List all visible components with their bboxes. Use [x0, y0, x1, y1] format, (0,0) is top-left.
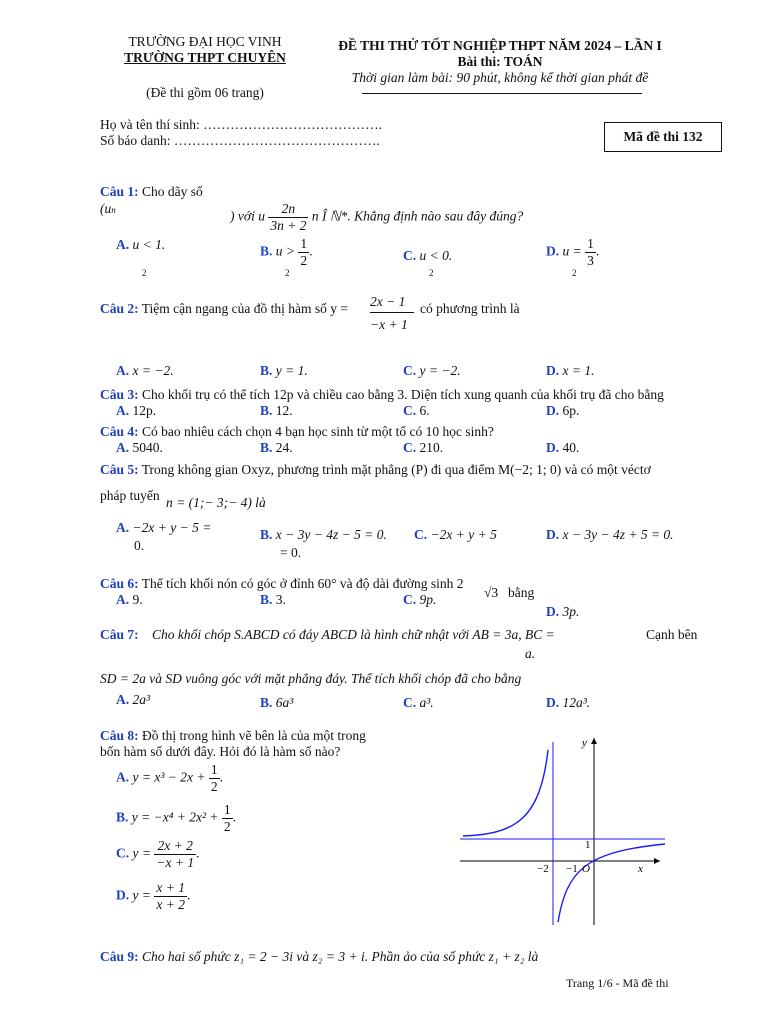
university-name: TRƯỜNG ĐẠI HỌC VINH: [128, 34, 282, 49]
q8-a-den: 2: [210, 779, 218, 794]
q7-label: Câu 7:: [100, 627, 139, 642]
q3-label: Câu 3:: [100, 387, 139, 402]
q5-a-text: −2x + y − 5 =: [132, 520, 212, 535]
q1-d-label: D.: [546, 243, 560, 259]
q8-option-c[interactable]: C. y = $\frac{2x + 2}{-x + 1}$ .: [116, 838, 200, 870]
q1-b-text: u >: [275, 243, 296, 259]
q8-a-label: A.: [116, 769, 130, 785]
q1-b-label: B.: [260, 243, 273, 259]
q8-a-text: y = x³ − 2x +: [132, 769, 206, 785]
q2-b-label: B.: [260, 363, 273, 378]
q1-b-den: 2: [300, 253, 308, 268]
q4-c-label: C.: [403, 440, 417, 455]
q9-text: Cho hai số phức z₁ = 2 − 3i và z₂ = 3 + i. Phần ảo của số phức z₁ + z₂ là: [142, 949, 539, 964]
q8-option-b[interactable]: B. y = −x⁴ + 2x² + $\frac{1}{2}$ .: [116, 802, 237, 834]
q5-d-text: x − 3y − 4z + 5 = 0.: [562, 527, 674, 542]
q4-label: Câu 4:: [100, 424, 139, 439]
q1-text-c: ) với u: [230, 208, 265, 224]
candidate-name-line: Họ và tên thí sinh: ………………………………….: [100, 117, 382, 132]
q7-a-text: 2a³: [132, 692, 151, 707]
q6-a-text: 9.: [132, 592, 143, 607]
q8-d-text: y =: [132, 887, 151, 903]
q8-c-text: y =: [132, 845, 151, 861]
q3-d-text: 6p.: [562, 403, 580, 418]
q2-a-label: A.: [116, 363, 130, 378]
q8-y-arrow: [591, 738, 597, 744]
q4-d-label: D.: [546, 440, 560, 455]
q3-option-d[interactable]: [546, 403, 579, 419]
q5-option-b[interactable]: [260, 527, 387, 543]
q7-tail: Cạnh bên: [646, 627, 698, 642]
q2-d-text: x = 1.: [562, 363, 595, 378]
q6-sqrt: √3: [484, 585, 499, 600]
page-footer: Trang 1/6 - Mã đề thi: [566, 976, 669, 990]
q2-fraction: [370, 294, 414, 333]
q7-c-label: C.: [403, 695, 417, 710]
exam-subject: Bài thi: TOÁN: [457, 54, 543, 69]
q1-sub-n: n: [111, 205, 116, 215]
q1-option-a[interactable]: [116, 237, 165, 253]
q8-b-num: 1: [223, 802, 231, 817]
q1-fraction: [268, 201, 308, 234]
q7-b-text: 6a³: [275, 695, 294, 710]
q8-b-label: B.: [116, 809, 129, 825]
q3-b-label: B.: [260, 403, 273, 418]
q8-tick-neg2: −2: [537, 863, 549, 875]
q7-text-a: a.: [525, 646, 536, 661]
q3-line: [100, 387, 664, 403]
q5-option-d[interactable]: [546, 527, 674, 543]
q1-d-text: u =: [562, 243, 582, 259]
q2-option-b[interactable]: [260, 363, 308, 379]
q1-line2: [230, 201, 523, 234]
q1-d-num: 1: [587, 236, 594, 251]
q3-d-label: D.: [546, 403, 560, 418]
q5-c-label: C.: [414, 527, 428, 542]
q3-c-text: 6.: [419, 403, 430, 418]
q1-b-frac: [298, 236, 309, 269]
q8-d-num: x + 1: [156, 880, 185, 895]
q2-option-d[interactable]: [546, 363, 594, 379]
q1-a-sub: 2: [142, 268, 147, 278]
q6-b-label: B.: [260, 592, 273, 607]
q2-line: [100, 301, 348, 317]
q5-b-label: B.: [260, 527, 273, 542]
q1-line1: [100, 184, 203, 200]
q8-b-text: y = −x⁴ + 2x² +: [131, 809, 219, 825]
q8-line1: [100, 728, 366, 744]
q7-option-a[interactable]: [116, 692, 150, 708]
q7-line1: [100, 627, 555, 643]
q2-den: −x + 1: [370, 317, 408, 332]
q6-c-text: 9p.: [419, 592, 437, 607]
q4-option-b[interactable]: [260, 440, 293, 456]
q6-d-text: 3p.: [562, 604, 580, 619]
q7-c-text: a³.: [419, 695, 434, 710]
q4-b-label: B.: [260, 440, 273, 455]
q2-d-label: D.: [546, 363, 560, 378]
q2-option-c[interactable]: [403, 363, 461, 379]
q1-c-sub: 2: [429, 268, 434, 278]
q8-tick-neg1: −1: [566, 863, 578, 875]
q2-num: 2x − 1: [370, 294, 414, 313]
q4-d-text: 40.: [562, 440, 580, 455]
q6-option-c[interactable]: [403, 592, 436, 608]
q4-line: [100, 424, 494, 440]
q1-option-d[interactable]: D. u = $\frac{1}{3}$ .: [546, 236, 600, 268]
q4-option-c[interactable]: [403, 440, 443, 456]
exam-time-note: Thời gian làm bài: 90 phút, không kể thời gian phát đề: [351, 70, 649, 85]
q2-option-a[interactable]: [116, 363, 174, 379]
q1-c-text: u < 0.: [419, 248, 453, 263]
q8-curve-left: [463, 750, 548, 836]
q8-x-label: x: [638, 863, 643, 875]
q8-origin-label: O: [582, 863, 590, 875]
q5-label: Câu 5:: [100, 462, 139, 477]
q8-d-label: D.: [116, 887, 130, 903]
q8-curve-right: [558, 844, 665, 922]
q1-option-b[interactable]: B. u > $\frac{1}{2}$ .: [260, 236, 313, 268]
q5-option-c[interactable]: [414, 527, 497, 543]
q5-a-text2: 0.: [134, 538, 145, 553]
q5-b-text: x − 3y − 4z − 5 = 0.: [275, 527, 387, 542]
q5-line2: pháp tuyến: [100, 488, 160, 503]
q1-a-label: A.: [116, 237, 130, 252]
q2-label: Câu 2:: [100, 301, 139, 316]
q5-a-label: A.: [116, 520, 130, 535]
exam-code-box: Mã đề thi 132: [604, 122, 722, 152]
q1-d-den: 3: [587, 253, 594, 268]
q1-b-num: 1: [300, 236, 308, 251]
q8-x-arrow: [654, 858, 660, 864]
q7-d-text: 12a³.: [562, 695, 591, 710]
q8-text: Đồ thị trong hình vẽ bên là của một trong: [142, 728, 366, 743]
q1-label: Câu 1:: [100, 184, 139, 199]
q5-d-label: D.: [546, 527, 560, 542]
q8-b-den: 2: [223, 819, 231, 834]
q4-a-text: 5040.: [132, 440, 163, 455]
q2-b-text: y = 1.: [275, 363, 308, 378]
q8-c-den: −x + 1: [156, 855, 195, 870]
q8-d-den: x + 2: [156, 897, 185, 912]
q8-a-num: 1: [210, 762, 218, 777]
q2-a-text: x = −2.: [132, 363, 174, 378]
q5-c-text2: = 0.: [280, 545, 302, 560]
q4-option-a[interactable]: [116, 440, 163, 456]
q6-b-text: 3.: [275, 592, 286, 607]
school-name: [105, 50, 305, 66]
q3-option-a[interactable]: [116, 403, 156, 419]
q6-label: Câu 6:: [100, 576, 139, 591]
q8-c-frac: [154, 838, 196, 871]
q2-c-text: y = −2.: [419, 363, 461, 378]
q1-text-d: n Î ℕ*. Khẳng định nào sau đây đúng?: [311, 208, 524, 224]
school-name-text: TRƯỜNG THPT CHUYÊN: [124, 50, 286, 65]
q6-c-label: C.: [403, 592, 417, 607]
q6-option-b[interactable]: [260, 592, 286, 608]
q4-b-text: 24.: [275, 440, 293, 455]
q7-text: Cho khối chóp S.ABCD có đáy ABCD là hình chữ nhật với AB = 3a, BC =: [152, 627, 555, 642]
q8-y-label: y: [582, 737, 587, 749]
q8-a-frac: [209, 762, 220, 795]
q1-option-c[interactable]: [403, 248, 452, 264]
pages-note: (Đề thi gồm 06 trang): [146, 85, 264, 100]
q7-option-d[interactable]: [546, 695, 590, 711]
q1-frac-den: 3n + 2: [270, 218, 307, 233]
q2-tail: có phương trình là: [420, 301, 520, 316]
q7-line2: SD = 2a và SD vuông góc với mặt phẳng đáy. Thể tích khối chóp đã cho bằng: [100, 671, 522, 686]
q1-seq: [100, 201, 116, 217]
header-divider: [362, 93, 642, 94]
q6-text: Thể tích khối nón có góc ở đỉnh 60° và độ dài đường sinh 2: [141, 576, 464, 591]
q2-c-label: C.: [403, 363, 417, 378]
q4-c-text: 210.: [419, 440, 444, 455]
q8-b-frac: [222, 802, 233, 835]
q1-c-label: C.: [403, 248, 417, 263]
q3-text: Cho khối trụ có thể tích 12p và chiều cao bằng 3. Diện tích xung quanh của khối trụ đã cho bằng: [142, 387, 664, 402]
q8-option-a[interactable]: A. y = x³ − 2x + $\frac{1}{2}$ .: [116, 762, 223, 794]
q6-a-label: A.: [116, 592, 130, 607]
q9-line: [100, 949, 538, 965]
q3-a-text: 12p.: [132, 403, 157, 418]
q3-a-label: A.: [116, 403, 130, 418]
q5-line1: [100, 462, 651, 478]
q1-b-sub: 2: [285, 268, 290, 278]
q8-c-label: C.: [116, 845, 130, 861]
q8-d-frac: [154, 880, 187, 913]
q8-tick-1: 1: [585, 839, 591, 851]
q8-line2: bốn hàm số dưới đây. Hỏi đó là hàm số nào?: [100, 744, 341, 759]
q5-text: Trong không gian Oxyz, phương trình mặt phẳng (P) đi qua điểm M(−2; 1; 0) và có một véctơ: [141, 462, 651, 477]
q7-b-label: B.: [260, 695, 273, 710]
q2-text: Tiệm cận ngang của đồ thị hàm số y =: [141, 301, 348, 316]
q6-line: [100, 576, 463, 592]
q1-a-text: u < 1.: [132, 237, 166, 252]
q4-a-label: A.: [116, 440, 130, 455]
candidate-id-line: Số báo danh: ……………………………………….: [100, 133, 380, 148]
q7-a-label: A.: [116, 692, 130, 707]
q4-text: Có bao nhiêu cách chọn 4 bạn học sinh từ một tổ có 10 học sinh?: [142, 424, 494, 439]
q3-option-b[interactable]: [260, 403, 293, 419]
q6-tail: bằng: [508, 585, 535, 600]
q1-text-a: Cho dãy số: [142, 184, 203, 199]
q6-option-a[interactable]: [116, 592, 143, 608]
q3-c-label: C.: [403, 403, 417, 418]
q7-option-c[interactable]: [403, 695, 434, 711]
q5-option-a[interactable]: [116, 520, 211, 536]
q6-d-label: D.: [546, 604, 560, 619]
q3-b-text: 12.: [275, 403, 293, 418]
q6-option-d[interactable]: [546, 604, 579, 620]
q8-c-num: 2x + 2: [154, 838, 196, 855]
q5-vector: n = (1;− 3;− 4) là: [166, 495, 266, 510]
q1-d-frac: [585, 236, 596, 269]
exam-title: ĐỀ THI THỬ TỐT NGHIỆP THPT NĂM 2024 – LẦN I: [338, 38, 662, 53]
q5-c-text: −2x + y + 5: [430, 527, 497, 542]
q8-graph: [455, 730, 670, 930]
q8-label: Câu 8:: [100, 728, 139, 743]
q3-option-c[interactable]: [403, 403, 430, 419]
q1-frac-num: 2n: [268, 201, 308, 218]
q7-d-label: D.: [546, 695, 560, 710]
q4-option-d[interactable]: [546, 440, 579, 456]
q1-text-b: (u: [100, 201, 112, 216]
q8-option-d[interactable]: D. y = $\frac{x + 1}{x + 2}$ .: [116, 880, 191, 912]
q9-label: Câu 9:: [100, 949, 139, 964]
q7-option-b[interactable]: [260, 695, 293, 711]
q1-d-sub: 2: [572, 268, 577, 278]
